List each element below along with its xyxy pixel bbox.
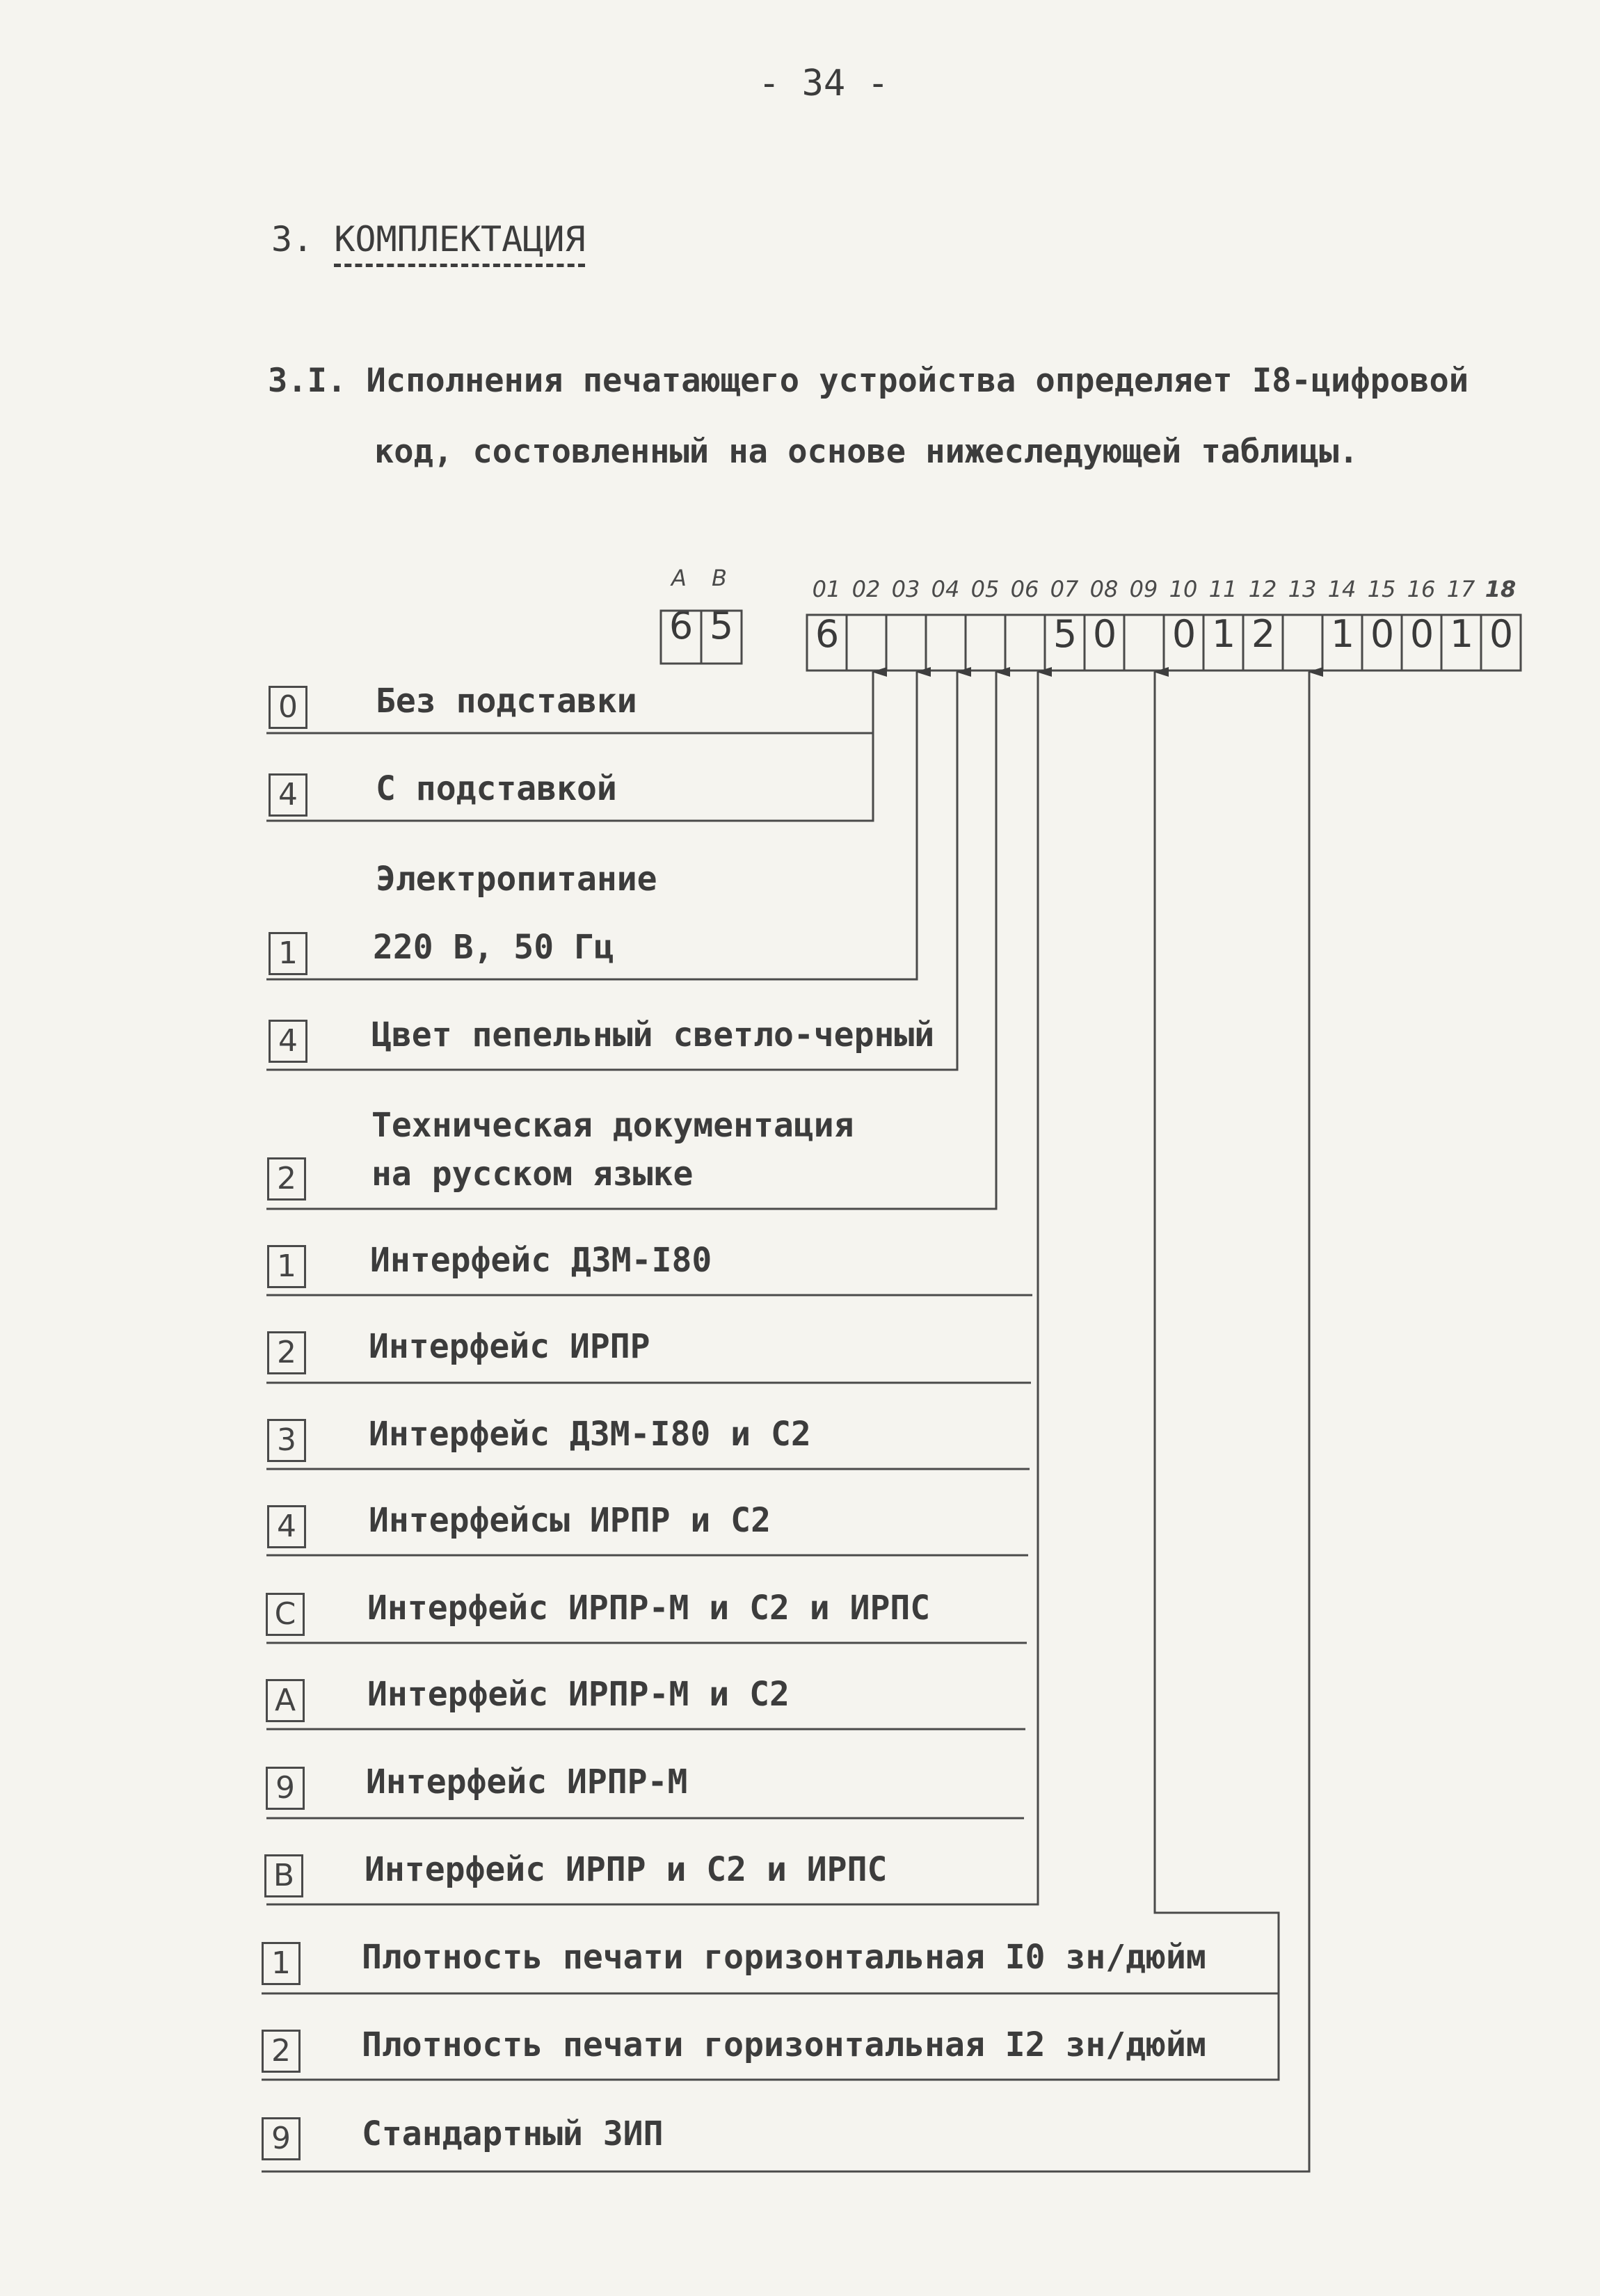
prefix-value-a: 6 bbox=[669, 604, 694, 648]
code-box: В bbox=[264, 1854, 303, 1897]
paragraph-line-2: код, состовленный на основе нижеследующей таблицы. bbox=[374, 433, 1359, 471]
code-box: 1 bbox=[267, 1245, 306, 1288]
page-number: - 34 - bbox=[758, 63, 889, 104]
row-label: Интерфейс ИРПР-М и С2 и ИРПС bbox=[367, 1589, 931, 1628]
code-box: 1 bbox=[262, 1942, 301, 1985]
position-value: 0 bbox=[1489, 612, 1514, 656]
row-label: С подставкой bbox=[376, 769, 617, 808]
position-label: 09 bbox=[1129, 576, 1158, 602]
code-box: 9 bbox=[266, 1767, 305, 1810]
row-label: Плотность печати горизонтальная I2 зн/дюйм bbox=[362, 2025, 1206, 2064]
prefix-value-b: 5 bbox=[709, 604, 734, 648]
code-box: 1 bbox=[269, 932, 307, 975]
position-label: 04 bbox=[931, 576, 960, 602]
row-label: на русском языке bbox=[371, 1155, 694, 1194]
position-value: 1 bbox=[1330, 612, 1355, 656]
group-heading-docs: Техническая документация bbox=[371, 1106, 854, 1145]
code-box: 0 bbox=[269, 686, 307, 729]
position-label: 06 bbox=[1010, 576, 1039, 602]
position-label: 05 bbox=[970, 576, 1000, 602]
row-label: Интерфейс ИРПР и С2 и ИРПС bbox=[365, 1850, 888, 1889]
row-label: Плотность печати горизонтальная I0 зн/дюйм bbox=[362, 1938, 1206, 1977]
position-label: 11 bbox=[1208, 576, 1238, 602]
row-label: Цвет пепельный светло-черный bbox=[371, 1015, 935, 1054]
code-box: 4 bbox=[267, 1505, 306, 1548]
group-heading-power: Электропитание bbox=[376, 860, 657, 899]
position-label: 03 bbox=[891, 576, 920, 602]
position-label: 15 bbox=[1367, 576, 1396, 602]
position-value: 5 bbox=[1053, 612, 1078, 656]
code-box: 9 bbox=[262, 2117, 301, 2160]
prefix-label-b: B bbox=[712, 565, 727, 591]
code-box: 4 bbox=[269, 1020, 307, 1063]
position-value: 6 bbox=[815, 612, 840, 656]
position-value: 0 bbox=[1092, 612, 1117, 656]
position-label: 13 bbox=[1288, 576, 1317, 602]
row-label: 220 В, 50 Гц bbox=[373, 928, 614, 967]
code-box: 2 bbox=[267, 1157, 306, 1201]
row-label: Интерфейс ИРПР-М и С2 bbox=[367, 1675, 790, 1714]
section-title: КОМПЛЕКТАЦИЯ bbox=[334, 219, 586, 259]
position-label: 07 bbox=[1050, 576, 1079, 602]
position-value: 0 bbox=[1370, 612, 1395, 656]
paragraph-number: 3.I. bbox=[268, 362, 347, 400]
row-label: Интерфейс ДЗМ-I80 bbox=[370, 1241, 712, 1280]
position-label: 08 bbox=[1089, 576, 1119, 602]
prefix-label-a: A bbox=[671, 565, 687, 591]
code-box: 2 bbox=[267, 1331, 306, 1374]
row-label: Интерфейс ИРПР-М bbox=[366, 1763, 688, 1801]
position-value: 0 bbox=[1171, 612, 1197, 656]
position-value: 2 bbox=[1251, 612, 1276, 656]
position-label: 14 bbox=[1327, 576, 1357, 602]
position-label: 02 bbox=[851, 576, 881, 602]
paragraph-text-1: Исполнения печатающего устройства определяет I8-цифровой bbox=[366, 362, 1469, 400]
code-box: 3 bbox=[267, 1419, 306, 1462]
position-label: 10 bbox=[1169, 576, 1198, 602]
position-value: 1 bbox=[1211, 612, 1236, 656]
position-value: 0 bbox=[1409, 612, 1434, 656]
code-box: 4 bbox=[269, 773, 307, 817]
position-label: 18 bbox=[1485, 576, 1517, 602]
row-label: Интерфейс ИРПР bbox=[369, 1327, 650, 1366]
row-label: Интерфейсы ИРПР и С2 bbox=[369, 1501, 771, 1540]
row-label: Интерфейс ДЗМ-I80 и С2 bbox=[369, 1415, 811, 1454]
section-number: 3. bbox=[271, 219, 314, 259]
position-label: 01 bbox=[812, 576, 841, 602]
code-box: А bbox=[266, 1679, 305, 1722]
row-label: Стандартный ЗИП bbox=[362, 2114, 664, 2153]
position-label: 17 bbox=[1446, 576, 1475, 602]
position-label: 12 bbox=[1248, 576, 1277, 602]
code-box: 2 bbox=[262, 2030, 301, 2073]
position-value: 1 bbox=[1449, 612, 1474, 656]
row-label: Без подставки bbox=[376, 682, 637, 721]
position-label: 16 bbox=[1407, 576, 1436, 602]
code-box: С bbox=[266, 1593, 305, 1636]
